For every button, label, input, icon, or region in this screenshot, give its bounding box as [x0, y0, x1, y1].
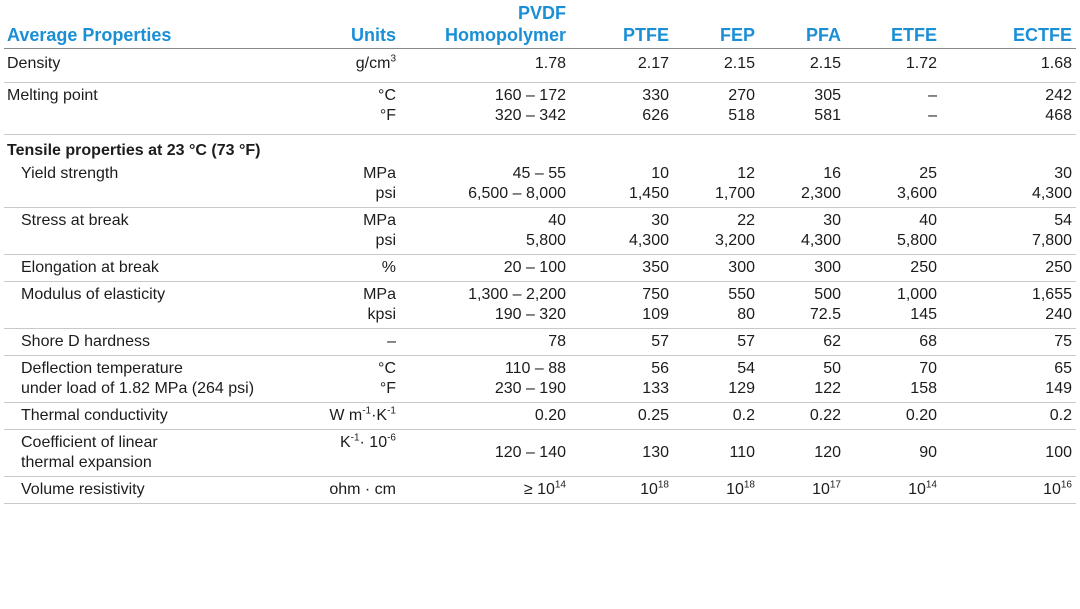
cell-elongation-fep: 300: [673, 255, 759, 282]
unit-shore-d-hardness: –: [286, 329, 400, 356]
cell-resistivity-fep: $10^{18}$: [673, 477, 759, 504]
cell-deflection-etfe: 70 158: [845, 356, 941, 403]
cell-resistivity-etfe: $10^{14}$: [845, 477, 941, 504]
row-deflection-temperature: [4, 356, 1076, 403]
label-density: Density: [4, 49, 286, 83]
cell-modulus-pvdf: 1,300 – 2,200 190 – 320: [400, 282, 570, 329]
row-stress-at-break: [4, 208, 1076, 255]
cell-elongation-ectfe: 250: [941, 255, 1076, 282]
cell-cte-etfe: 90: [845, 430, 941, 477]
cell-cte-fep: 110: [673, 430, 759, 477]
label-deflection-temperature: Deflection temperature under load of 1.82 MPa (264 psi): [4, 356, 286, 403]
row-density: [4, 49, 1076, 83]
header-units: Units: [286, 0, 400, 49]
cell-thermal-pvdf: 0.20: [400, 403, 570, 430]
cell-shore-fep: 57: [673, 329, 759, 356]
cell-stress-pvdf: 40 5,800: [400, 208, 570, 255]
row-yield-strength: [4, 161, 1076, 208]
header-fep: FEP: [673, 0, 759, 49]
cell-modulus-ectfe: 1,655 240: [941, 282, 1076, 329]
label-shore-d-hardness: Shore D hardness: [4, 329, 286, 356]
header-row: [4, 0, 1076, 49]
cell-shore-pvdf: 78: [400, 329, 570, 356]
unit-elongation-at-break: %: [286, 255, 400, 282]
cell-stress-ptfe: 30 4,300: [570, 208, 673, 255]
header-pfa: PFA: [759, 0, 845, 49]
cell-density-pfa: 2.15: [759, 49, 845, 83]
cell-thermal-ptfe: 0.25: [570, 403, 673, 430]
header-pvdf-line2: Homopolymer: [444, 25, 566, 45]
label-yield-strength: Yield strength: [4, 161, 286, 208]
cell-resistivity-pvdf: ≥ $10^{14}$: [400, 477, 570, 504]
unit-yield-strength: MPa psi: [286, 161, 400, 208]
cell-deflection-ptfe: 56 133: [570, 356, 673, 403]
cell-density-pvdf: 1.78: [400, 49, 570, 83]
cell-melting-ptfe: 330 626: [570, 83, 673, 135]
header-ectfe: ECTFE: [941, 0, 1076, 49]
cell-deflection-ectfe: 65 149: [941, 356, 1076, 403]
unit-thermal-conductivity: W $m^{-1}\cdot K^{-1}$: [286, 403, 400, 430]
row-modulus-of-elasticity: [4, 282, 1076, 329]
row-shore-d-hardness: [4, 329, 1076, 356]
row-volume-resistivity: [4, 477, 1076, 504]
cell-stress-pfa: 30 4,300: [759, 208, 845, 255]
cell-yield-pvdf: 45 – 55 6,500 – 8,000: [400, 161, 570, 208]
cell-cte-ptfe: 130: [570, 430, 673, 477]
cell-cte-pfa: 120: [759, 430, 845, 477]
cell-modulus-pfa: 500 72.5: [759, 282, 845, 329]
cell-elongation-pfa: 300: [759, 255, 845, 282]
cell-melting-ectfe: 242 468: [941, 83, 1076, 135]
cell-cte-ectfe: 100: [941, 430, 1076, 477]
cell-yield-etfe: 25 3,600: [845, 161, 941, 208]
unit-deflection-temperature: °C °F: [286, 356, 400, 403]
cell-density-ectfe: 1.68: [941, 49, 1076, 83]
cell-yield-ptfe: 10 1,450: [570, 161, 673, 208]
header-pvdf-line1: PVDF: [517, 3, 566, 23]
cell-stress-ectfe: 54 7,800: [941, 208, 1076, 255]
label-melting-point: Melting point: [4, 83, 286, 135]
unit-melting-point: °C °F: [286, 83, 400, 135]
label-modulus-of-elasticity: Modulus of elasticity: [4, 282, 286, 329]
row-elongation-at-break: [4, 255, 1076, 282]
cell-yield-fep: 12 1,700: [673, 161, 759, 208]
row-thermal-expansion: [4, 430, 1076, 477]
row-thermal-conductivity: [4, 403, 1076, 430]
header-average-properties: Average Properties: [4, 0, 286, 49]
header-etfe: ETFE: [845, 0, 941, 49]
row-tensile-section: [4, 135, 1076, 162]
unit-modulus-of-elasticity: MPa kpsi: [286, 282, 400, 329]
cell-thermal-pfa: 0.22: [759, 403, 845, 430]
cell-shore-pfa: 62: [759, 329, 845, 356]
cell-shore-ectfe: 75: [941, 329, 1076, 356]
label-stress-at-break: Stress at break: [4, 208, 286, 255]
cell-thermal-etfe: 0.20: [845, 403, 941, 430]
cell-stress-fep: 22 3,200: [673, 208, 759, 255]
cell-modulus-fep: 550 80: [673, 282, 759, 329]
cell-yield-pfa: 16 2,300: [759, 161, 845, 208]
cell-elongation-ptfe: 350: [570, 255, 673, 282]
label-thermal-expansion: Coefficient of linear thermal expansion: [4, 430, 286, 477]
header-ptfe: PTFE: [570, 0, 673, 49]
cell-elongation-etfe: 250: [845, 255, 941, 282]
cell-thermal-fep: 0.2: [673, 403, 759, 430]
cell-cte-pvdf: 120 – 140: [400, 430, 570, 477]
label-volume-resistivity: Volume resistivity: [4, 477, 286, 504]
cell-modulus-etfe: 1,000 145: [845, 282, 941, 329]
header-pvdf-homopolymer: [400, 0, 570, 49]
cell-melting-pvdf: 160 – 172 320 – 342: [400, 83, 570, 135]
cell-density-ptfe: 2.17: [570, 49, 673, 83]
cell-melting-pfa: 305 581: [759, 83, 845, 135]
cell-stress-etfe: 40 5,800: [845, 208, 941, 255]
cell-deflection-fep: 54 129: [673, 356, 759, 403]
cell-shore-ptfe: 57: [570, 329, 673, 356]
cell-resistivity-ectfe: $10^{16}$: [941, 477, 1076, 504]
cell-deflection-pvdf: 110 – 88 230 – 190: [400, 356, 570, 403]
cell-modulus-ptfe: 750 109: [570, 282, 673, 329]
cell-density-fep: 2.15: [673, 49, 759, 83]
label-elongation-at-break: Elongation at break: [4, 255, 286, 282]
label-thermal-conductivity: Thermal conductivity: [4, 403, 286, 430]
cell-yield-ectfe: 30 4,300: [941, 161, 1076, 208]
unit-volume-resistivity: ohm · cm: [286, 477, 400, 504]
unit-thermal-expansion: $K^{-1}\cdot 10^{-6}$: [286, 430, 400, 477]
cell-resistivity-ptfe: $10^{18}$: [570, 477, 673, 504]
unit-density: $g/cm^3$: [286, 49, 400, 83]
cell-melting-fep: 270 518: [673, 83, 759, 135]
unit-stress-at-break: MPa psi: [286, 208, 400, 255]
section-tensile-properties: Tensile properties at 23 °C (73 °F): [7, 142, 261, 159]
cell-density-etfe: 1.72: [845, 49, 941, 83]
cell-shore-etfe: 68: [845, 329, 941, 356]
cell-thermal-ectfe: 0.2: [941, 403, 1076, 430]
fluoropolymer-properties-table: [4, 0, 1076, 504]
cell-resistivity-pfa: $10^{17}$: [759, 477, 845, 504]
cell-elongation-pvdf: 20 – 100: [400, 255, 570, 282]
row-melting-point: [4, 83, 1076, 135]
cell-melting-etfe: – –: [845, 83, 941, 135]
cell-deflection-pfa: 50 122: [759, 356, 845, 403]
